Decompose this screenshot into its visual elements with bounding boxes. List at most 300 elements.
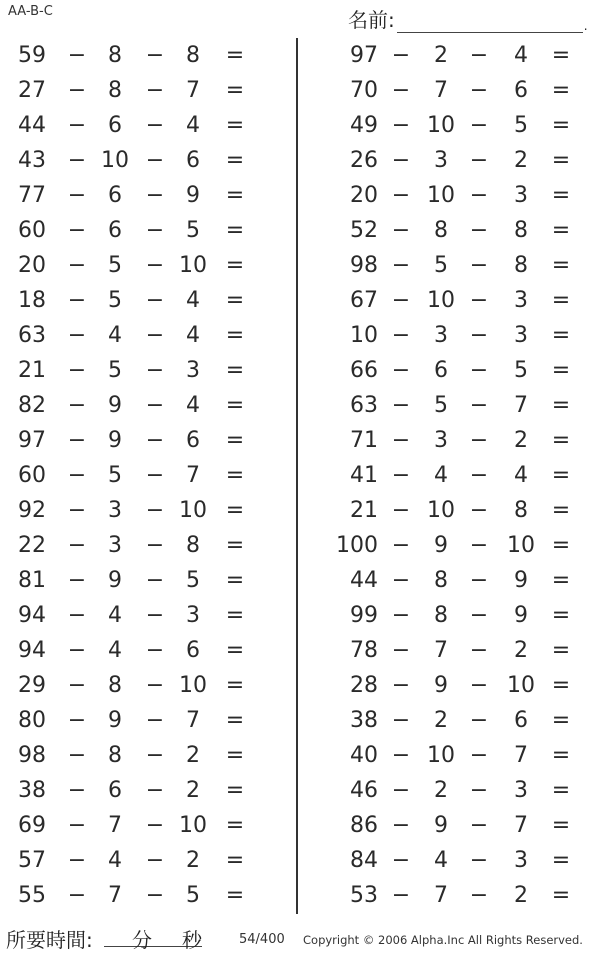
equals-sign: =	[551, 673, 571, 698]
subtrahend-2: 8	[514, 218, 528, 243]
minus-sign: −	[391, 778, 411, 803]
minus-sign: −	[145, 813, 165, 838]
right-problem-row	[298, 283, 600, 318]
equals-sign: =	[225, 43, 245, 68]
subtrahend-1: 9	[108, 568, 122, 593]
minuend: 86	[350, 813, 378, 838]
minuend: 99	[350, 603, 378, 628]
minus-sign: −	[67, 498, 87, 523]
left-problem-row	[0, 738, 296, 773]
minus-sign: −	[67, 708, 87, 733]
minus-sign: −	[469, 498, 489, 523]
left-problem-row	[0, 423, 296, 458]
minuend: 78	[350, 638, 378, 663]
minus-sign: −	[391, 43, 411, 68]
left-problem-row	[0, 878, 296, 913]
minus-sign: −	[469, 638, 489, 663]
seconds-label: 秒	[182, 928, 202, 952]
minus-sign: −	[391, 253, 411, 278]
equals-sign: =	[551, 43, 571, 68]
minus-sign: −	[145, 883, 165, 908]
left-problem-row	[0, 283, 296, 318]
equals-sign: =	[225, 183, 245, 208]
minus-sign: −	[145, 778, 165, 803]
equals-sign: =	[225, 148, 245, 173]
subtrahend-1: 7	[434, 78, 448, 103]
minuend: 77	[18, 183, 46, 208]
minuend: 59	[18, 43, 46, 68]
minuend: 60	[18, 218, 46, 243]
subtrahend-2: 10	[179, 498, 207, 523]
subtrahend-1: 9	[434, 673, 448, 698]
minuend: 97	[350, 43, 378, 68]
minus-sign: −	[469, 813, 489, 838]
minus-sign: −	[145, 393, 165, 418]
subtrahend-2: 7	[186, 78, 200, 103]
minus-sign: −	[469, 323, 489, 348]
subtrahend-2: 7	[186, 463, 200, 488]
name-label: 名前:	[348, 8, 395, 32]
subtrahend-2: 3	[514, 778, 528, 803]
equals-sign: =	[551, 218, 571, 243]
subtrahend-1: 9	[434, 533, 448, 558]
subtrahend-2: 7	[186, 708, 200, 733]
right-problem-row	[298, 493, 600, 528]
subtrahend-2: 3	[514, 848, 528, 873]
minuend: 18	[18, 288, 46, 313]
right-problem-row	[298, 143, 600, 178]
minus-sign: −	[145, 323, 165, 348]
subtrahend-2: 3	[514, 183, 528, 208]
equals-sign: =	[551, 78, 571, 103]
subtrahend-2: 4	[186, 323, 200, 348]
subtrahend-2: 3	[514, 288, 528, 313]
minuend: 38	[18, 778, 46, 803]
equals-sign: =	[551, 428, 571, 453]
subtrahend-1: 2	[434, 778, 448, 803]
minus-sign: −	[391, 288, 411, 313]
page-number: 54/400	[239, 932, 285, 947]
subtrahend-2: 7	[514, 813, 528, 838]
minuend: 70	[350, 78, 378, 103]
equals-sign: =	[551, 568, 571, 593]
minus-sign: −	[67, 78, 87, 103]
minus-sign: −	[469, 393, 489, 418]
subtrahend-1: 10	[101, 148, 129, 173]
left-problem-row	[0, 388, 296, 423]
minuend: 60	[18, 463, 46, 488]
minus-sign: −	[469, 183, 489, 208]
equals-sign: =	[225, 743, 245, 768]
equals-sign: =	[225, 288, 245, 313]
minus-sign: −	[145, 148, 165, 173]
equals-sign: =	[225, 323, 245, 348]
minus-sign: −	[67, 848, 87, 873]
minuend: 21	[350, 498, 378, 523]
minus-sign: −	[391, 498, 411, 523]
minus-sign: −	[469, 358, 489, 383]
subtrahend-1: 4	[108, 848, 122, 873]
minus-sign: −	[391, 393, 411, 418]
minus-sign: −	[391, 848, 411, 873]
minus-sign: −	[391, 183, 411, 208]
minus-sign: −	[67, 883, 87, 908]
minus-sign: −	[391, 673, 411, 698]
minus-sign: −	[391, 358, 411, 383]
minus-sign: −	[145, 78, 165, 103]
subtrahend-2: 4	[186, 393, 200, 418]
equals-sign: =	[551, 393, 571, 418]
equals-sign: =	[551, 813, 571, 838]
subtrahend-2: 9	[186, 183, 200, 208]
subtrahend-1: 8	[108, 673, 122, 698]
minuend: 41	[350, 463, 378, 488]
equals-sign: =	[551, 638, 571, 663]
equals-sign: =	[551, 533, 571, 558]
minus-sign: −	[391, 323, 411, 348]
subtrahend-2: 8	[186, 533, 200, 558]
minus-sign: −	[67, 43, 87, 68]
left-problem-row	[0, 213, 296, 248]
minus-sign: −	[145, 743, 165, 768]
minus-sign: −	[145, 253, 165, 278]
minuend: 94	[18, 603, 46, 628]
minuend: 53	[350, 883, 378, 908]
minus-sign: −	[67, 638, 87, 663]
minus-sign: −	[145, 463, 165, 488]
equals-sign: =	[225, 603, 245, 628]
minus-sign: −	[391, 533, 411, 558]
subtrahend-2: 3	[186, 603, 200, 628]
right-problem-row	[298, 633, 600, 668]
equals-sign: =	[225, 358, 245, 383]
equals-sign: =	[551, 463, 571, 488]
left-problem-row	[0, 108, 296, 143]
minuend: 94	[18, 638, 46, 663]
minus-sign: −	[67, 778, 87, 803]
minus-sign: −	[469, 428, 489, 453]
right-problem-row	[298, 738, 600, 773]
minus-sign: −	[67, 813, 87, 838]
left-problem-row	[0, 528, 296, 563]
minuend: 81	[18, 568, 46, 593]
subtrahend-2: 6	[186, 148, 200, 173]
minuend: 63	[350, 393, 378, 418]
left-problem-row	[0, 668, 296, 703]
minuend: 97	[18, 428, 46, 453]
subtrahend-2: 5	[514, 113, 528, 138]
minus-sign: −	[67, 288, 87, 313]
right-problem-row	[298, 458, 600, 493]
time-required-label: 所要時間:	[6, 928, 93, 952]
equals-sign: =	[225, 463, 245, 488]
right-problem-row	[298, 108, 600, 143]
subtrahend-2: 5	[186, 883, 200, 908]
minus-sign: −	[469, 883, 489, 908]
subtrahend-1: 4	[434, 848, 448, 873]
left-problem-row	[0, 843, 296, 878]
subtrahend-1: 7	[434, 638, 448, 663]
minuend: 52	[350, 218, 378, 243]
minus-sign: −	[469, 288, 489, 313]
subtrahend-1: 8	[108, 743, 122, 768]
subtrahend-2: 2	[514, 148, 528, 173]
minus-sign: −	[469, 848, 489, 873]
minus-sign: −	[67, 253, 87, 278]
equals-sign: =	[225, 393, 245, 418]
equals-sign: =	[225, 533, 245, 558]
subtrahend-1: 2	[434, 708, 448, 733]
subtrahend-1: 3	[434, 428, 448, 453]
subtrahend-2: 5	[186, 218, 200, 243]
right-problem-row	[298, 528, 600, 563]
left-problem-column	[0, 38, 296, 913]
minus-sign: −	[67, 673, 87, 698]
minus-sign: −	[469, 148, 489, 173]
subtrahend-2: 9	[514, 603, 528, 628]
subtrahend-2: 10	[507, 673, 535, 698]
left-problem-row	[0, 353, 296, 388]
minus-sign: −	[391, 78, 411, 103]
minus-sign: −	[67, 743, 87, 768]
subtrahend-2: 10	[507, 533, 535, 558]
subtrahend-1: 8	[108, 43, 122, 68]
equals-sign: =	[551, 883, 571, 908]
name-field-area	[348, 4, 588, 33]
subtrahend-1: 5	[108, 288, 122, 313]
subtrahend-1: 5	[434, 253, 448, 278]
right-problem-column	[298, 38, 600, 913]
equals-sign: =	[225, 778, 245, 803]
subtrahend-2: 10	[179, 253, 207, 278]
minus-sign: −	[469, 533, 489, 558]
minus-sign: −	[145, 673, 165, 698]
subtrahend-2: 3	[514, 323, 528, 348]
subtrahend-1: 9	[108, 393, 122, 418]
subtrahend-1: 9	[108, 428, 122, 453]
minus-sign: −	[67, 533, 87, 558]
subtrahend-2: 8	[514, 498, 528, 523]
minuend: 98	[18, 743, 46, 768]
equals-sign: =	[225, 848, 245, 873]
equals-sign: =	[225, 113, 245, 138]
minuend: 100	[336, 533, 378, 558]
left-problem-row	[0, 143, 296, 178]
minuend: 29	[18, 673, 46, 698]
minus-sign: −	[145, 603, 165, 628]
left-problem-row	[0, 703, 296, 738]
left-problem-row	[0, 493, 296, 528]
right-problem-row	[298, 248, 600, 283]
subtrahend-1: 7	[108, 813, 122, 838]
minus-sign: −	[391, 428, 411, 453]
left-problem-row	[0, 808, 296, 843]
equals-sign: =	[225, 813, 245, 838]
copyright-notice: Copyright © 2006 Alpha.Inc All Rights Reserved.	[303, 933, 583, 947]
right-problem-row	[298, 843, 600, 878]
minus-sign: −	[391, 463, 411, 488]
minuend: 92	[18, 498, 46, 523]
equals-sign: =	[225, 218, 245, 243]
right-problem-row	[298, 318, 600, 353]
minus-sign: −	[67, 183, 87, 208]
right-problem-row	[298, 773, 600, 808]
right-problem-row	[298, 73, 600, 108]
left-problem-row	[0, 38, 296, 73]
subtrahend-1: 6	[108, 183, 122, 208]
subtrahend-2: 4	[514, 463, 528, 488]
minus-sign: −	[391, 638, 411, 663]
minuend: 44	[18, 113, 46, 138]
subtrahend-2: 2	[186, 743, 200, 768]
subtrahend-1: 10	[427, 288, 455, 313]
minus-sign: −	[67, 603, 87, 628]
minus-sign: −	[391, 603, 411, 628]
left-problem-row	[0, 178, 296, 213]
subtrahend-1: 6	[434, 358, 448, 383]
subtrahend-2: 4	[186, 288, 200, 313]
right-problem-row	[298, 878, 600, 913]
minus-sign: −	[469, 743, 489, 768]
left-problem-row	[0, 248, 296, 283]
minus-sign: −	[469, 603, 489, 628]
equals-sign: =	[551, 603, 571, 628]
right-problem-row	[298, 598, 600, 633]
left-problem-row	[0, 318, 296, 353]
left-problem-row	[0, 563, 296, 598]
minus-sign: −	[391, 883, 411, 908]
minus-sign: −	[145, 533, 165, 558]
equals-sign: =	[225, 498, 245, 523]
equals-sign: =	[225, 673, 245, 698]
equals-sign: =	[551, 183, 571, 208]
minus-sign: −	[391, 708, 411, 733]
subtrahend-1: 5	[108, 358, 122, 383]
subtrahend-1: 2	[434, 43, 448, 68]
minus-sign: −	[145, 428, 165, 453]
left-problem-row	[0, 598, 296, 633]
equals-sign: =	[551, 148, 571, 173]
right-problem-row	[298, 178, 600, 213]
minus-sign: −	[469, 113, 489, 138]
right-problem-row	[298, 563, 600, 598]
right-problem-row	[298, 388, 600, 423]
minus-sign: −	[145, 848, 165, 873]
minus-sign: −	[469, 253, 489, 278]
subtrahend-1: 9	[434, 813, 448, 838]
subtrahend-1: 3	[434, 323, 448, 348]
minus-sign: −	[469, 218, 489, 243]
equals-sign: =	[551, 113, 571, 138]
equals-sign: =	[225, 708, 245, 733]
minuend: 22	[18, 533, 46, 558]
minus-sign: −	[145, 568, 165, 593]
subtrahend-2: 6	[514, 78, 528, 103]
minus-sign: −	[469, 78, 489, 103]
minuend: 63	[18, 323, 46, 348]
equals-sign: =	[225, 883, 245, 908]
minus-sign: −	[391, 743, 411, 768]
minuend: 69	[18, 813, 46, 838]
equals-sign: =	[551, 743, 571, 768]
subtrahend-2: 5	[514, 358, 528, 383]
right-problem-row	[298, 353, 600, 388]
equals-sign: =	[225, 638, 245, 663]
minus-sign: −	[145, 183, 165, 208]
minuend: 49	[350, 113, 378, 138]
subtrahend-1: 10	[427, 743, 455, 768]
subtrahend-2: 2	[186, 778, 200, 803]
subtrahend-2: 2	[514, 883, 528, 908]
minutes-label: 分	[132, 928, 152, 952]
minus-sign: −	[145, 638, 165, 663]
subtrahend-2: 3	[186, 358, 200, 383]
subtrahend-1: 3	[108, 498, 122, 523]
subtrahend-2: 8	[514, 253, 528, 278]
right-problem-row	[298, 668, 600, 703]
equals-sign: =	[551, 358, 571, 383]
subtrahend-1: 4	[434, 463, 448, 488]
minus-sign: −	[145, 43, 165, 68]
minus-sign: −	[67, 358, 87, 383]
subtrahend-2: 6	[514, 708, 528, 733]
subtrahend-2: 10	[179, 813, 207, 838]
subtrahend-2: 7	[514, 743, 528, 768]
minuend: 20	[18, 253, 46, 278]
right-problem-row	[298, 703, 600, 738]
minus-sign: −	[391, 148, 411, 173]
subtrahend-1: 6	[108, 113, 122, 138]
minuend: 44	[350, 568, 378, 593]
minus-sign: −	[67, 113, 87, 138]
subtrahend-1: 6	[108, 778, 122, 803]
minus-sign: −	[469, 463, 489, 488]
subtrahend-2: 2	[186, 848, 200, 873]
minuend: 43	[18, 148, 46, 173]
subtrahend-1: 10	[427, 183, 455, 208]
equals-sign: =	[551, 848, 571, 873]
subtrahend-1: 9	[108, 708, 122, 733]
subtrahend-2: 6	[186, 428, 200, 453]
name-input-line[interactable]	[397, 10, 583, 33]
minuend: 71	[350, 428, 378, 453]
minus-sign: −	[391, 113, 411, 138]
minuend: 84	[350, 848, 378, 873]
subtrahend-1: 4	[108, 638, 122, 663]
left-problem-row	[0, 633, 296, 668]
minus-sign: −	[67, 428, 87, 453]
left-problem-row	[0, 73, 296, 108]
minuend: 55	[18, 883, 46, 908]
minus-sign: −	[145, 288, 165, 313]
minus-sign: −	[145, 358, 165, 383]
minus-sign: −	[391, 568, 411, 593]
minuend: 20	[350, 183, 378, 208]
minus-sign: −	[145, 218, 165, 243]
equals-sign: =	[225, 253, 245, 278]
right-problem-row	[298, 423, 600, 458]
equals-sign: =	[225, 78, 245, 103]
minus-sign: −	[391, 813, 411, 838]
left-problem-row	[0, 773, 296, 808]
minus-sign: −	[145, 498, 165, 523]
minuend: 46	[350, 778, 378, 803]
minus-sign: −	[469, 568, 489, 593]
equals-sign: =	[551, 253, 571, 278]
minus-sign: −	[67, 323, 87, 348]
subtrahend-2: 4	[186, 113, 200, 138]
minus-sign: −	[145, 113, 165, 138]
